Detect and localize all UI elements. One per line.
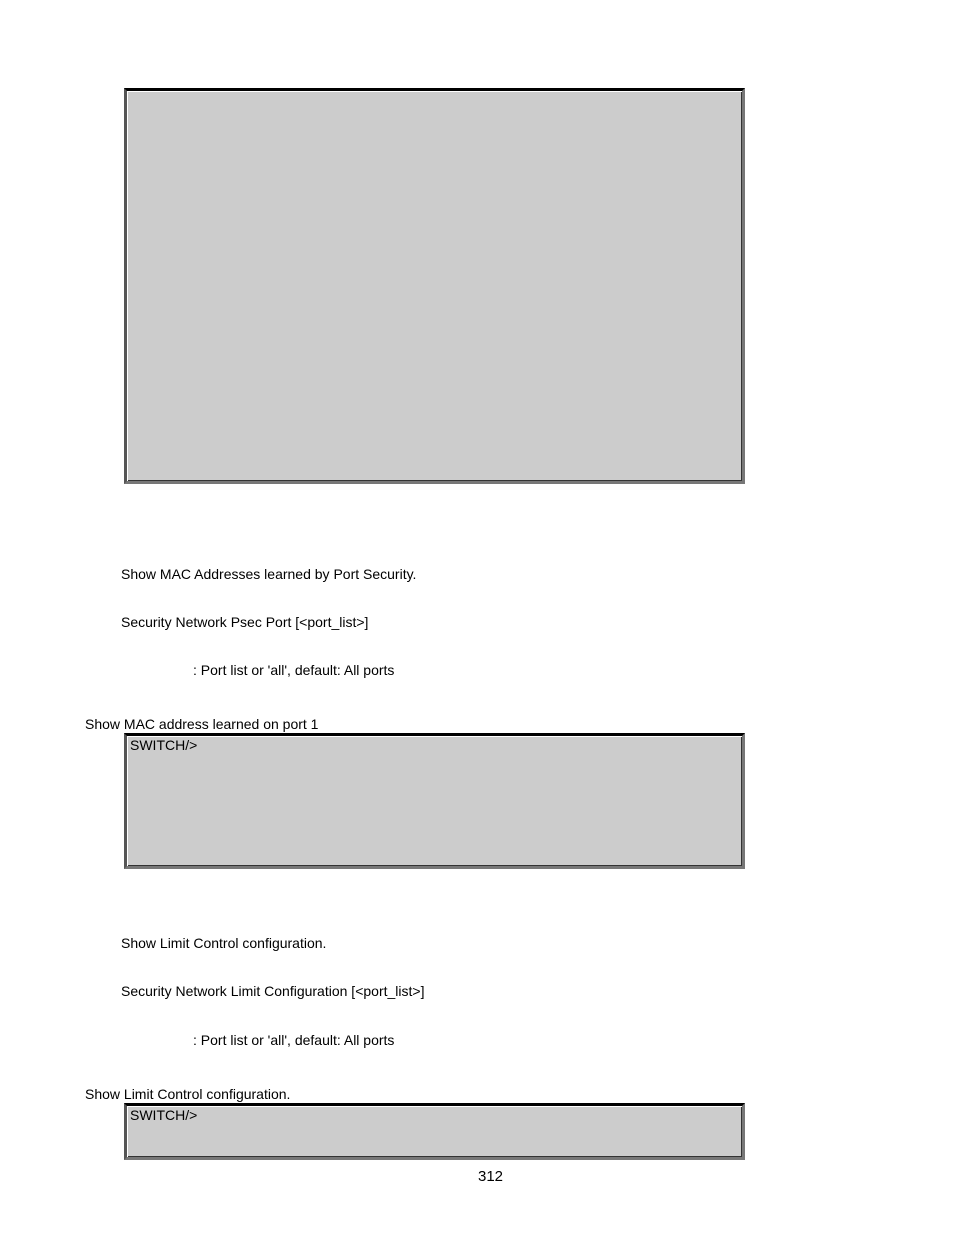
console-prompt: SWITCH/> — [130, 737, 198, 753]
psec-port-syntax: Security Network Psec Port [<port_list>] — [121, 614, 369, 630]
limit-configuration-parameter: : Port list or 'all', default: All ports — [193, 1032, 395, 1048]
limit-configuration-example-caption: Show Limit Control configuration. — [85, 1086, 291, 1102]
console-prompt: SWITCH/> — [130, 1107, 198, 1123]
psec-port-description: Show MAC Addresses learned by Port Security. — [121, 566, 417, 582]
limit-configuration-description: Show Limit Control configuration. — [121, 935, 327, 951]
limit-configuration-example-console — [124, 1103, 745, 1160]
previous-example-console — [124, 88, 745, 484]
psec-port-example-console — [124, 733, 745, 869]
limit-configuration-syntax: Security Network Limit Configuration [<port_list>] — [121, 983, 425, 999]
psec-port-parameter: : Port list or 'all', default: All ports — [193, 662, 395, 678]
psec-port-example-caption: Show MAC address learned on port 1 — [85, 716, 319, 732]
page-number: 312 — [477, 1168, 504, 1185]
